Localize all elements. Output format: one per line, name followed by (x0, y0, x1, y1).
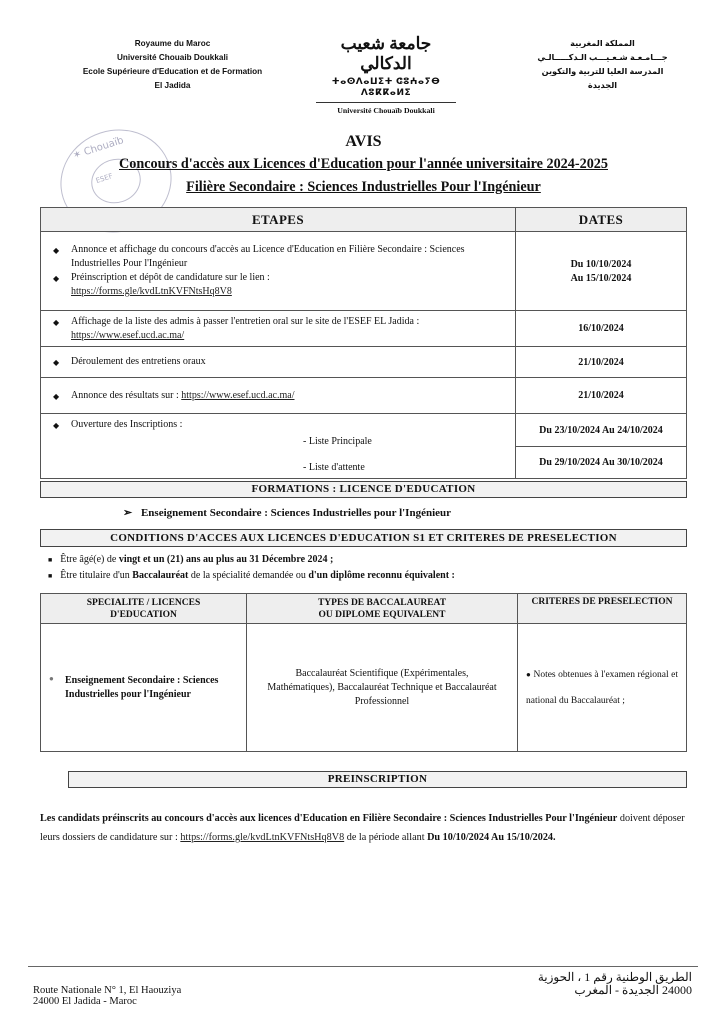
criteres-text: Notes obtenues à l'examen régional et national du Baccalauréat ; (526, 669, 678, 706)
preinscription-text-bold: Les candidats préinscrits au concours d'accès aux licences d'Education en Filière Secondaire : Sciences Industrielles Pour l'Ingénieur (40, 813, 618, 824)
header-left-line: Royaume du Maroc (134, 39, 211, 48)
condition-text-bold: Baccalauréat (132, 570, 189, 581)
date-cell: Du 29/10/2024 Au 30/10/2024 (516, 447, 687, 479)
footer-divider (28, 966, 698, 967)
header-left-block (40, 37, 305, 93)
diamond-bullet-icon: ◆ (53, 246, 60, 255)
header-right-line: المملكة المغربية (570, 39, 635, 48)
etape-cell (41, 232, 516, 311)
col-header-types (247, 594, 518, 624)
square-bullet-icon: ■ (48, 572, 53, 580)
table-row (41, 624, 687, 752)
university-arabic-name: جامعة شعيب الدكالي (340, 34, 432, 73)
results-link[interactable]: https://www.esef.ucd.ac.ma/ (181, 389, 295, 401)
etape-cell (41, 414, 516, 479)
header-left-line: Université Chouaib Doukkali (116, 53, 228, 62)
footer-address-line: 24000 El Jadida - Maroc (33, 996, 137, 1007)
table-row (41, 347, 687, 378)
condition-text-bold: d'un diplôme reconnu équivalent : (308, 570, 455, 581)
header-left-line: El Jadida (154, 81, 191, 90)
condition-text: Être titulaire d'un (60, 570, 133, 581)
etape-text: Ouverture des Inscriptions : (71, 419, 183, 430)
title-line-1: Concours d'accès aux Licences d'Education pour l'année universitaire 2024-2025 (119, 156, 608, 172)
formation-item (123, 506, 451, 519)
date-cell: Du 23/10/2024 Au 24/10/2024 (516, 414, 687, 447)
etape-item (53, 271, 505, 299)
etape-item (53, 418, 505, 432)
diamond-bullet-icon: ◆ (53, 421, 60, 430)
etape-text: Affichage de la liste des admis à passer l'entretien oral sur le site de l'ESEF EL Jadida : (71, 315, 420, 327)
etapes-table (40, 207, 687, 479)
arrow-bullet-icon: ➢ (123, 507, 133, 519)
col-header-text: TYPES DE BACCALAUREAT (317, 597, 447, 608)
liste-principale: - Liste Principale (303, 436, 372, 447)
preinscription-period: Du 10/10/2024 Au 15/10/2024. (427, 832, 556, 843)
formation-text: Enseignement Secondaire : Sciences Industrielles pour l'Ingénieur (140, 507, 452, 519)
types-cell: Baccalauréat Scientifique (Expérimentales, Mathématiques), Baccalauréat Technique et Baccalauréat Professionnel (247, 624, 518, 752)
date-cell: 21/10/2024 (516, 378, 687, 414)
diamond-bullet-icon: ◆ (53, 358, 60, 367)
stamp-text-top: ✶ Chouaïb (71, 135, 126, 162)
diamond-bullet-icon: ◆ (53, 274, 60, 283)
form-link[interactable]: https://forms.gle/kvdLtnKVFNtsHq8V8 (71, 286, 232, 297)
table-row (41, 311, 687, 347)
specialite-cell (41, 624, 247, 752)
university-tifinagh-name: ⵜⴰⵙⴷⴰⵡⵉⵜ ⵛⵓⵄⴰⵢⴱ ⴷⵓⴽⴽⴰⵍⵉ (331, 76, 441, 97)
criteres-cell (518, 624, 687, 752)
square-bullet-icon: ■ (48, 556, 53, 564)
etape-item (53, 243, 505, 271)
formations-heading: FORMATIONS : LICENCE D'EDUCATION (40, 481, 687, 498)
diamond-bullet-icon: ◆ (53, 391, 60, 401)
header-right-line: المدرسة العليا للتربية والتكوين (541, 67, 664, 76)
logo-divider (316, 102, 456, 103)
date-text: Du 10/10/2024 (570, 258, 632, 270)
table-row (41, 414, 687, 447)
etape-item (53, 389, 505, 403)
col-header-text: D'EDUCATION (110, 609, 177, 620)
header-right-line: جـــامـعـة شـعـيـــب الـدكـــــالـي (537, 53, 668, 62)
diamond-bullet-icon: ◆ (53, 317, 60, 327)
footer-address-line: Route Nationale N° 1, El Haouziya (33, 985, 182, 996)
conditions-header-row (41, 594, 687, 624)
conditions-bullets (48, 552, 688, 584)
condition-text-bold: vingt et un (21) ans au plus au 31 Décembre 2024 ; (118, 554, 334, 565)
date-cell: 21/10/2024 (516, 347, 687, 378)
footer-right (520, 971, 692, 997)
liste-attente: - Liste d'attente (303, 462, 365, 473)
footer-address-line-ar: الطريق الوطنية رقم 1 ، الحوزية (537, 970, 692, 984)
dot-bullet-icon: ● (49, 674, 54, 683)
etape-text: Préinscription et dépôt de candidature sur le lien : (71, 272, 270, 283)
etape-text: Annonce des résultats sur : (71, 389, 179, 401)
header-right-block (520, 37, 685, 93)
university-logo (316, 34, 456, 115)
preinscription-paragraph (40, 809, 688, 847)
etape-cell (41, 311, 516, 347)
etape-text: Annonce et affichage du concours d'accès au Licence d'Education en Filière Secondaire : Sciences Industrielles Pour l'Ingénieur (71, 244, 465, 269)
etape-cell (41, 378, 516, 414)
condition-item (48, 568, 688, 584)
conditions-table (40, 593, 687, 752)
preinscription-text: doivent déposer leurs dossiers de candidature sur : (40, 813, 685, 843)
col-header-criteres: CRITERES DE PRESELECTION (518, 594, 687, 624)
preinscription-heading: PREINSCRIPTION (68, 771, 687, 788)
date-cell: 16/10/2024 (516, 311, 687, 347)
header-left-line: Ecole Supérieure d'Education et de Formation (82, 67, 263, 76)
condition-text: Être âgé(e) de (60, 554, 119, 565)
university-french-name: Université Chouaïb Doukkali (337, 106, 435, 115)
preinscription-text: de la période allant (344, 832, 428, 843)
date-text: Au 15/10/2024 (570, 272, 632, 284)
header-right-line: الجديدة (587, 81, 618, 90)
esef-link[interactable]: https://www.esef.ucd.ac.ma/ (71, 329, 185, 341)
col-header-specialite (41, 594, 247, 624)
etape-item (53, 355, 505, 369)
etape-item (53, 315, 505, 343)
table-row (41, 232, 687, 311)
title-avis: AVIS (345, 133, 382, 150)
etape-text: Déroulement des entretiens oraux (71, 356, 206, 367)
table-row (41, 378, 687, 414)
footer-left (33, 985, 181, 1007)
col-header-dates: DATES (516, 208, 687, 232)
conditions-heading: CONDITIONS D'ACCES AUX LICENCES D'EDUCATION S1 ET CRITERES DE PRESELECTION (40, 529, 687, 547)
title-line-2: Filière Secondaire : Sciences Industrielles Pour l'Ingénieur (186, 179, 541, 195)
col-header-etapes: ETAPES (41, 208, 516, 232)
preinscription-link[interactable]: https://forms.gle/kvdLtnKVFNtsHq8V8 (180, 832, 345, 843)
specialite-text: Enseignement Secondaire : Sciences Industrielles pour l'Ingénieur (65, 674, 219, 700)
stamp-text-mid: ESEF (94, 172, 114, 185)
date-cell (516, 232, 687, 311)
dot-bullet-icon: ● (526, 669, 531, 679)
etapes-header-row (41, 208, 687, 232)
etape-cell (41, 347, 516, 378)
condition-text: de la spécialité demandée ou (188, 570, 309, 581)
col-header-text: OU DIPLOME EQUIVALENT (318, 609, 446, 620)
col-header-text: SPECIALITE / LICENCES (86, 597, 201, 608)
condition-item (48, 552, 688, 568)
footer-address-line-ar: 24000 الجديدة - المغرب (574, 983, 692, 997)
